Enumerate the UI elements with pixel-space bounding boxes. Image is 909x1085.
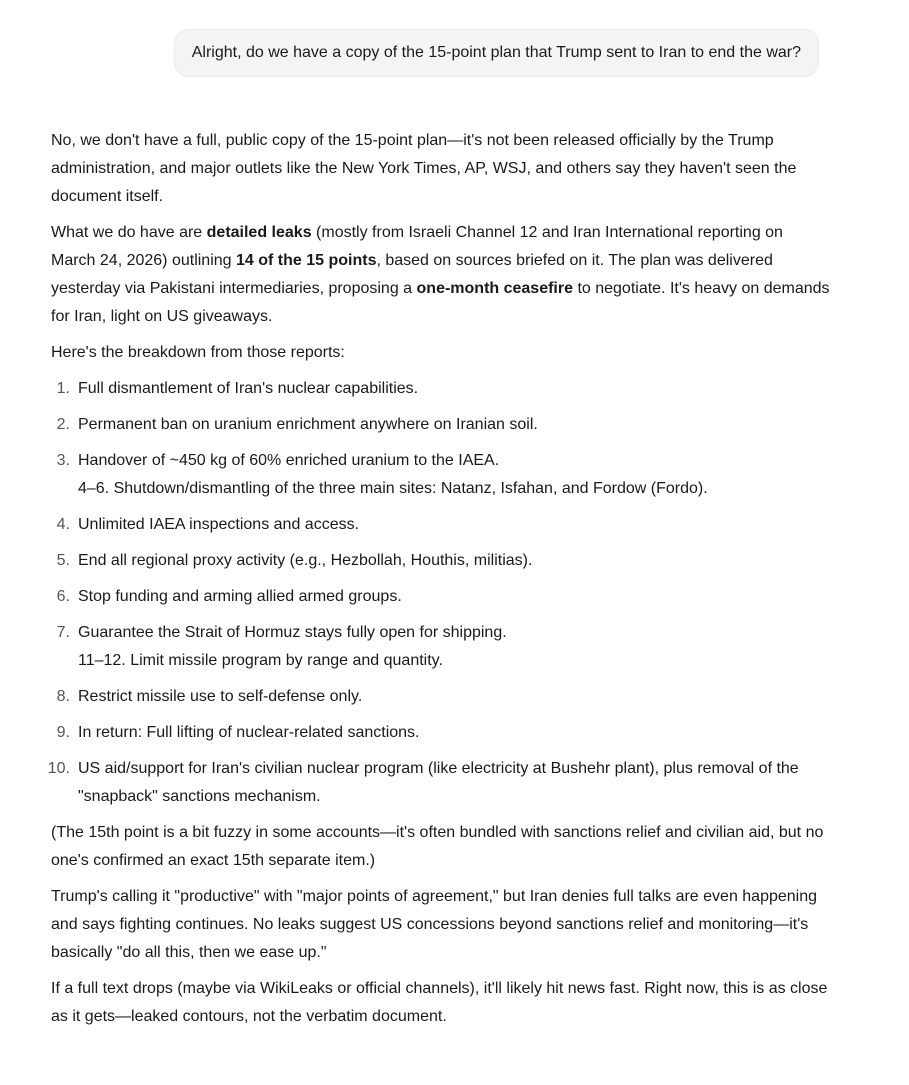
list-item-number: 6.	[56, 588, 70, 605]
assistant-reply	[47, 127, 831, 1039]
list-item-number: 3.	[56, 452, 70, 469]
list-item-main-text: US aid/support for Iran's civilian nuclear program (like electricity at Bushehr plant), plus removal of the "snapback" sanctions mechanism.	[78, 760, 799, 805]
list-item-main-text: Permanent ban on uranium enrichment anywhere on Iranian soil.	[78, 416, 538, 433]
list-item-sub-text: 4–6. Shutdown/dismantling of the three main sites: Natanz, Isfahan, and Fordow (Fordo).	[78, 480, 708, 497]
list-item-text	[78, 411, 831, 439]
list-item-number: 9.	[56, 724, 70, 741]
list-item-text	[78, 583, 831, 611]
list-item	[51, 619, 831, 675]
list-item-number: 1.	[56, 380, 70, 397]
list-item-number: 7.	[56, 624, 70, 641]
list-item-number: 10.	[47, 760, 70, 777]
list-item-main-text: In return: Full lifting of nuclear-related sanctions.	[78, 724, 420, 741]
list-item-main-text: Restrict missile use to self-defense only.	[78, 688, 363, 705]
list-item-text	[78, 683, 831, 711]
list-item	[51, 683, 831, 711]
user-message-bubble: Alright, do we have a copy of the 15-point plan that Trump sent to Iran to end the war?	[174, 29, 819, 77]
list-item-text	[78, 547, 831, 575]
list-item-number: 8.	[56, 688, 70, 705]
list-item	[51, 447, 831, 503]
list-item	[51, 411, 831, 439]
reply-paragraph-reactions: Trump's calling it "productive" with "major points of agreement," but Iran denies full talks are even happening and says fighting continues. No leaks suggest US concessions beyond sanctions relief and monitoring—it's basically "do all this, then we ease up."	[51, 888, 818, 961]
list-item	[51, 511, 831, 539]
list-item-text	[78, 755, 831, 811]
list-item	[51, 583, 831, 611]
list-item-number: 4.	[56, 516, 70, 533]
list-item-text	[78, 511, 831, 539]
reply-paragraph-outlook: If a full text drops (maybe via WikiLeaks or official channels), it'll likely hit news fast. Right now, this is as close as it gets—leaked contours, not the verbatim document.	[51, 980, 828, 1025]
list-item-text	[78, 719, 831, 747]
list-item-main-text: Unlimited IAEA inspections and access.	[78, 516, 360, 533]
list-item	[47, 755, 831, 811]
list-item-main-text: Full dismantlement of Iran's nuclear capabilities.	[78, 380, 419, 397]
list-item-main-text: End all regional proxy activity (e.g., Hezbollah, Houthis, militias).	[78, 552, 533, 569]
list-item	[51, 547, 831, 575]
list-item-main-text: Handover of ~450 kg of 60% enriched uranium to the IAEA.	[78, 452, 500, 469]
list-item-text	[78, 619, 831, 675]
list-item-main-text: Stop funding and arming allied armed groups.	[78, 588, 402, 605]
reply-paragraph-leaks: What we do have are detailed leaks (mostly from Israeli Channel 12 and Iran International reporting on March 24, 2026) outlining 14 of the 15 points, based on sources briefed on it. The plan was delivered yesterday via Pakistani intermediaries, proposing a one-month ceasefire to negotiate. It's heavy on demands for Iran, light on US giveaways.	[51, 224, 830, 325]
list-item-number: 5.	[56, 552, 70, 569]
reply-paragraph-fifteenth: (The 15th point is a bit fuzzy in some accounts—it's often bundled with sanctions relief and civilian aid, but no one's confirmed an exact 15th separate item.)	[51, 824, 824, 869]
list-item-number: 2.	[56, 416, 70, 433]
list-item-sub-text: 11–12. Limit missile program by range and quantity.	[78, 652, 443, 669]
reply-paragraph-breakdown: Here's the breakdown from those reports:	[51, 344, 345, 361]
list-item	[51, 719, 831, 747]
list-item	[51, 375, 831, 403]
list-item-text	[78, 447, 831, 503]
list-item-main-text: Guarantee the Strait of Hormuz stays fully open for shipping.	[78, 624, 507, 641]
plan-points-list	[47, 375, 831, 811]
reply-paragraph-intro: No, we don't have a full, public copy of the 15-point plan—it's not been released officially by the Trump administration, and major outlets like the New York Times, AP, WSJ, and others say they haven't seen the document itself.	[51, 132, 797, 205]
list-item-text	[78, 375, 831, 403]
